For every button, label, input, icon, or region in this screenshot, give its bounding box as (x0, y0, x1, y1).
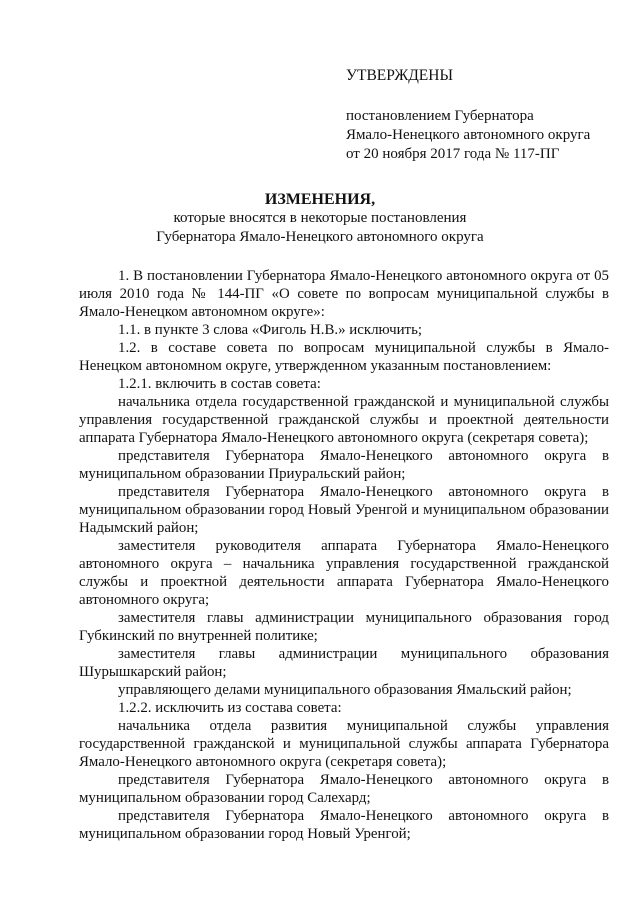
approval-line: от 20 ноября 2017 года № 117-ПГ (346, 146, 560, 162)
paragraph: 1.2.1. включить в состав совета: (118, 376, 321, 392)
paragraph: 1.2. в составе совета по вопросам муниципальной службы в Ямало-Ненецком автономном округе, утвержденном указанным постановлением: (79, 340, 609, 374)
document-title: ИЗМЕНЕНИЯ, (264, 191, 376, 208)
paragraph: 1.2.2. исключить из состава совета: (118, 700, 342, 716)
paragraph: управляющего делами муниципального образования Ямальский район; (118, 682, 572, 698)
paragraph: 1.1. в пункте 3 слова «Фиголь Н.В.» исключить; (118, 322, 422, 338)
document-title-block (60, 190, 580, 247)
approval-heading: УТВЕРЖДЕНЫ (346, 67, 453, 84)
paragraph: 1. В постановлении Губернатора Ямало-Ненецкого автономного округа от 05 июля 2010 года № 144-ПГ «О совете по вопросам муниципальной службы в Ямало-Ненецком автономном округе»: (79, 268, 609, 320)
paragraph: представителя Губернатора Ямало-Ненецкого автономного округа в муниципальном образовании Приуральский район; (79, 448, 609, 482)
document-subtitle: которые вносятся в некоторые постановления (173, 210, 467, 226)
paragraph: начальника отдела государственной гражданской и муниципальной службы управления государственной гражданской службы и проектной деятельности аппарата Губернатора Ямало-Ненецкого автономного округа (секретаря совета); (79, 394, 609, 446)
paragraph: начальника отдела развития муниципальной службы управления государственной гражданской и муниципальной службы аппарата Губернатора Ямало-Ненецкого автономного округа (секретаря совета); (79, 718, 609, 770)
approval-block (346, 66, 626, 164)
paragraph: заместителя главы администрации муниципального образования Шурышкарский район; (79, 646, 609, 680)
document-body (79, 267, 609, 843)
paragraph: представителя Губернатора Ямало-Ненецкого автономного округа в муниципальном образовании город Новый Уренгой; (79, 808, 609, 842)
approval-line: Ямало-Ненецкого автономного округа (346, 127, 591, 143)
document-subtitle: Губернатора Ямало-Ненецкого автономного округа (156, 229, 484, 245)
paragraph: представителя Губернатора Ямало-Ненецкого автономного округа в муниципальном образовании город Салехард; (79, 772, 609, 806)
paragraph: заместителя главы администрации муниципального образования город Губкинский по внутренней политике; (79, 610, 609, 644)
paragraph: представителя Губернатора Ямало-Ненецкого автономного округа в муниципальном образовании город Новый Уренгой и муниципальном образовании Надымский район; (79, 484, 609, 536)
paragraph: заместителя руководителя аппарата Губернатора Ямало-Ненецкого автономного округа – начальника управления государственной гражданской службы и проектной деятельности аппарата Губернатора Ямало-Ненецкого автономного округа; (79, 538, 609, 608)
approval-line: постановлением Губернатора (346, 108, 534, 124)
